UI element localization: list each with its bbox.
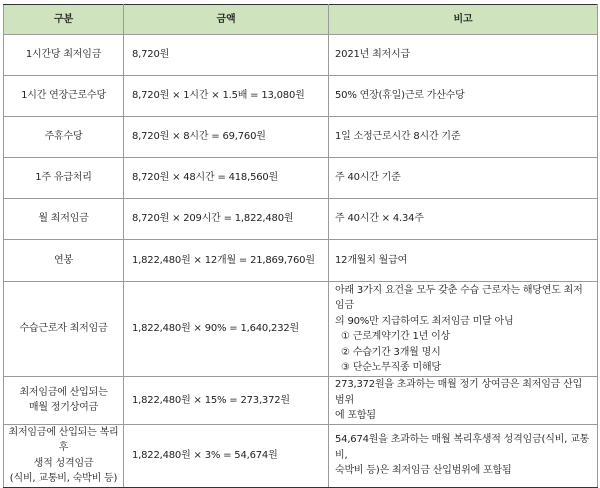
table-row [4,240,598,282]
note-cell [329,199,598,240]
note-text: 의 90%만 지급하여도 최저임금 미달 아님 [335,315,514,327]
table-row [4,199,598,240]
note-text: 주 40시간 기준 [335,172,401,184]
table-row [4,76,598,117]
note-cell [329,424,598,487]
category-text: 연봉 [54,254,73,266]
category-cell [4,282,124,377]
note-text: 숙박비 등)은 최저임금 산입범위에 포함됨 [335,465,512,477]
category-text: 생적 성격임금 [33,457,94,469]
note-text: 에 포함됨 [335,410,376,421]
amount-cell: 1,822,480원 × 3% = 54,674원 [124,424,329,487]
header-category: 구분 [4,5,124,35]
category-cell [4,117,124,158]
note-text: 1일 소정근로시간 8시간 기준 [335,131,461,143]
table-row [4,377,598,425]
category-cell [4,35,124,76]
amount-cell: 1,822,480원 × 90% = 1,640,232원 [124,282,329,377]
category-text: (식비, 교통비, 숙박비 등) [9,473,118,484]
table-row [4,117,598,158]
note-text: 50% 연장(휴일)근로 가산수당 [335,90,465,102]
note-cell [329,76,598,117]
category-text: 1시간 연장근로수당 [21,90,106,102]
amount-cell: 8,720원 [124,35,329,76]
table-row [4,282,598,377]
category-cell [4,240,124,282]
table-header-row [4,5,598,35]
wage-table-container [3,4,597,488]
note-text: 2021년 최저시급 [335,49,410,61]
table-row [4,424,598,487]
note-text: 273,372원을 초과하는 매월 정기 상여금은 최저임금 산입범위 [335,379,583,406]
amount-cell: 8,720원 × 48시간 = 418,560원 [124,158,329,199]
note-text: 54,674원을 초과하는 매월 복리후생적 성격임금(식비, 교통비, [335,434,590,461]
amount-cell: 8,720원 × 1시간 × 1.5배 = 13,080원 [124,76,329,117]
note-cell [329,240,598,282]
category-cell [4,158,124,199]
category-text: 1시간당 최저임금 [25,49,102,61]
minimum-wage-table [3,4,598,488]
category-cell [4,199,124,240]
note-text: 아래 3가지 요건을 모두 갖춘 수습 근로자는 해당연도 최저임금 [335,284,583,311]
category-text: 최저임금에 산입되는 복리후 [8,426,119,453]
amount-cell: 1,822,480원 × 15% = 273,372원 [124,377,329,425]
table-row [4,158,598,199]
category-text: 수습근로자 최저임금 [19,323,108,335]
amount-cell: 8,720원 × 8시간 = 69,760원 [124,117,329,158]
note-text: 주 40시간 × 4.34주 [335,213,424,225]
header-amount: 금액 [124,5,329,35]
note-cell [329,35,598,76]
note-cell [329,158,598,199]
category-cell [4,424,124,487]
note-cell [329,282,598,377]
category-text: 월 최저임금 [38,213,89,225]
note-cell [329,117,598,158]
table-row [4,35,598,76]
category-cell [4,76,124,117]
category-text: 1주 유급처리 [35,172,92,184]
category-cell [4,377,124,425]
amount-cell: 8,720원 × 209시간 = 1,822,480원 [124,199,329,240]
amount-cell: 1,822,480원 × 12개월 = 21,869,760원 [124,240,329,282]
category-text: 매월 정기상여금 [28,402,99,414]
requirement-item: ② 수습기간 3개월 명시 [341,346,441,358]
requirement-item: ① 근로계약기간 1년 이상 [341,331,451,342]
requirement-item: ③ 단순노무직종 미해당 [341,362,441,373]
category-text: 최저임금에 산입되는 [19,386,108,398]
note-text: 12개월치 월급여 [335,254,408,266]
header-note: 비고 [329,5,598,35]
category-text: 주휴수당 [44,131,83,143]
note-cell [329,377,598,425]
